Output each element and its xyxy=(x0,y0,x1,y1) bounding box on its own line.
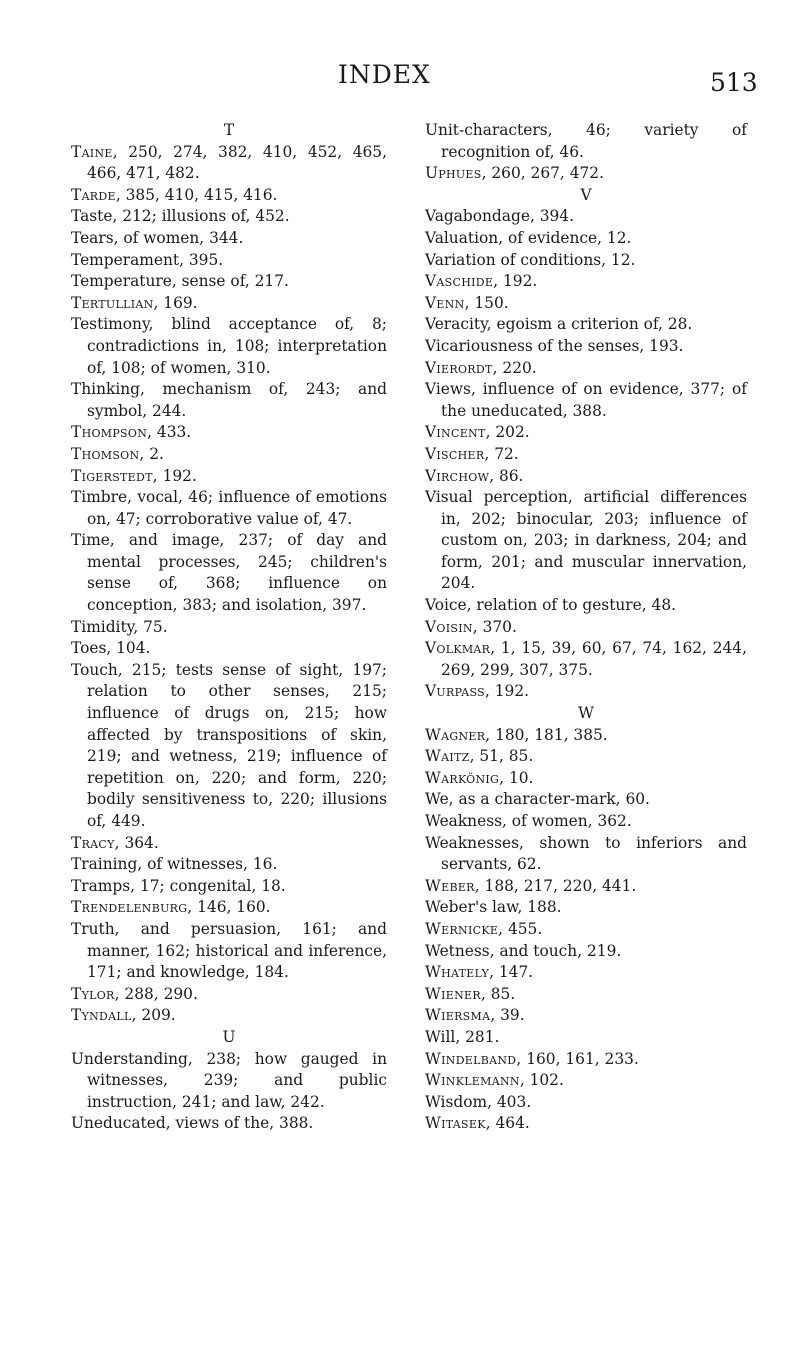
index-entry xyxy=(425,487,747,595)
index-entry xyxy=(425,984,747,1006)
entry-references: , 147. xyxy=(489,963,534,982)
index-entry xyxy=(71,854,387,876)
entry-heading: Timidity xyxy=(71,617,134,636)
index-column-right xyxy=(425,120,747,1135)
entry-references: , 281. xyxy=(455,1027,500,1046)
entry-references: , sense of, 217. xyxy=(171,272,289,291)
entry-heading: Valuation xyxy=(425,228,499,247)
entry-references: , and image, 237; of day and mental processes, 245; children's sense of, 368; influence on conception, 383; and isolation, 397. xyxy=(87,531,387,615)
entry-heading: Unit-characters xyxy=(425,121,548,139)
entry-references: , shown to inferiors and servants, 62. xyxy=(441,833,747,874)
section-letter: V xyxy=(580,185,592,204)
entry-references: , influence of on evidence, 377; of the uneducated, 388. xyxy=(441,380,747,420)
index-entry xyxy=(71,293,387,315)
entry-references: , 202. xyxy=(485,423,530,442)
entry-heading: Vurpass xyxy=(425,682,485,701)
entry-references: , 39. xyxy=(490,1006,525,1025)
entry-references: , 215; tests sense of sight, 197; relation to other senses, 215; influence of drugs on, 215; how affected by transpositions of skin, 219; and wetness, 219; influence of repetition on, 220; and form, 220; bodily sensitiveness to, 220; illusions of, 449. xyxy=(87,660,387,830)
entry-heading: Virchow xyxy=(425,466,490,485)
entry-heading: Windelband xyxy=(425,1049,517,1068)
entry-references: , 2. xyxy=(139,444,164,463)
entry-heading: Volkmar xyxy=(425,639,491,658)
entry-references: , 288, 290. xyxy=(114,984,198,1003)
index-entry xyxy=(71,660,387,833)
index-entry xyxy=(425,228,747,250)
entry-heading: Veracity xyxy=(425,315,487,334)
entry-references: , 180, 181, 385. xyxy=(485,725,608,744)
index-entry xyxy=(71,1005,387,1027)
entry-references: of conditions, 12. xyxy=(495,250,636,269)
index-entry xyxy=(425,681,747,703)
index-entry xyxy=(425,595,747,617)
index-entry xyxy=(425,1092,747,1114)
index-entry xyxy=(71,530,387,616)
entry-heading: Uphues xyxy=(425,164,482,183)
index-entry xyxy=(425,293,747,315)
entry-heading: Tyndall xyxy=(71,1006,132,1025)
entry-references: , 17; congenital, 18. xyxy=(130,876,286,895)
entry-heading: Vicariousness xyxy=(425,336,533,355)
entry-references: , 188, 217, 220, 441. xyxy=(474,876,637,895)
entry-references: , 160, 161, 233. xyxy=(516,1049,639,1068)
section-letter: W xyxy=(578,704,594,723)
entry-heading: Weber's law xyxy=(425,898,518,917)
entry-references: , 433. xyxy=(147,423,192,442)
entry-references: , 169. xyxy=(153,293,198,312)
entry-references: , 188. xyxy=(517,898,562,917)
index-entry xyxy=(425,466,747,488)
entry-references: , vocal, 46; influence of emotions on, 47; corroborative value of, 47. xyxy=(87,488,387,528)
entry-heading: Tramps xyxy=(71,876,131,895)
index-entry xyxy=(425,314,747,336)
index-entry xyxy=(425,617,747,639)
entry-references: , 104. xyxy=(106,639,151,658)
entry-references: , 403. xyxy=(487,1092,532,1111)
page-header xyxy=(0,56,801,96)
index-entry xyxy=(425,1049,747,1071)
entry-references: , of evidence, 12. xyxy=(498,228,632,247)
entry-heading: Vaschide xyxy=(425,272,494,291)
index-entry xyxy=(71,185,387,207)
index-entry xyxy=(71,271,387,293)
entry-heading: Tylor xyxy=(71,984,115,1003)
index-entry xyxy=(71,379,387,422)
entry-heading: Touch xyxy=(71,660,118,679)
entry-heading: Temperament xyxy=(71,250,180,269)
index-entry xyxy=(425,271,747,293)
section-letter: U xyxy=(222,1027,236,1046)
entry-references: , 86. xyxy=(489,466,524,485)
entry-references: , 464. xyxy=(485,1114,530,1133)
index-entry xyxy=(425,833,747,876)
index-entry xyxy=(71,1113,387,1135)
entry-references: , and persuasion, 161; and manner, 162; historical and inference, 171; and knowledge, 184. xyxy=(87,919,387,982)
index-entry xyxy=(71,422,387,444)
entry-heading: Time xyxy=(71,531,110,550)
index-entry xyxy=(425,768,747,790)
entry-references: , 220. xyxy=(492,358,537,377)
entry-heading: Weber xyxy=(425,876,475,895)
entry-heading: Wagner xyxy=(425,725,486,744)
entry-heading: Weaknesses xyxy=(425,833,519,852)
entry-references: , egoism a criterion of, 28. xyxy=(486,315,693,334)
index-entry xyxy=(425,379,747,422)
index-entry xyxy=(425,1070,747,1092)
index-entry xyxy=(71,466,387,488)
index-entry xyxy=(71,206,387,228)
entry-references: , 85. xyxy=(480,984,516,1003)
index-entry xyxy=(425,725,747,747)
entry-references: , 455. xyxy=(498,919,543,938)
index-entry xyxy=(71,833,387,855)
entry-references: , 212; illusions of, 452. xyxy=(112,207,290,226)
entry-heading: Training xyxy=(71,855,138,874)
entry-heading: Thompson xyxy=(71,423,148,442)
entry-heading: Venn xyxy=(425,293,465,312)
index-entry xyxy=(425,250,747,272)
entry-heading: Voisin xyxy=(425,617,473,636)
entry-heading: Tears xyxy=(71,228,114,247)
index-entry xyxy=(71,919,387,984)
index-entry xyxy=(71,876,387,898)
entry-heading: Vierordt xyxy=(425,358,493,377)
entry-heading: Waitz xyxy=(425,747,470,766)
section-letter: T xyxy=(223,121,235,139)
index-entry xyxy=(425,919,747,941)
entry-references: , 146, 160. xyxy=(187,898,271,917)
index-entry xyxy=(71,1049,387,1114)
entry-heading: Wiersma xyxy=(425,1006,491,1025)
entry-references: , 209. xyxy=(131,1006,176,1025)
index-entry xyxy=(425,962,747,984)
index-entry xyxy=(425,336,747,358)
index-entry xyxy=(71,638,387,660)
entry-references: , mechanism of, 243; and symbol, 244. xyxy=(87,380,387,420)
entry-heading: Trendelenburg xyxy=(71,898,188,917)
entry-heading: Taste xyxy=(71,207,113,226)
entry-references: , 192. xyxy=(484,682,530,701)
entry-heading: Views xyxy=(425,380,471,399)
entry-heading: Vagabondage xyxy=(425,207,530,226)
index-entry xyxy=(425,876,747,898)
entry-heading: Wernicke xyxy=(425,919,499,938)
page-title: INDEX xyxy=(338,60,431,89)
entry-heading: Vischer xyxy=(425,444,485,463)
entry-heading: Understanding xyxy=(71,1049,188,1068)
entry-heading: Timbre xyxy=(71,488,128,507)
entry-heading: Witasek xyxy=(425,1114,486,1133)
index-entry xyxy=(425,422,747,444)
entry-heading: Variation xyxy=(425,250,496,269)
entry-heading: Temperature xyxy=(71,272,172,291)
entry-references: of the senses, 193. xyxy=(532,336,684,355)
entry-heading: We xyxy=(425,790,449,809)
entry-heading: Tracy xyxy=(71,833,115,852)
index-entry xyxy=(425,358,747,380)
index-entry xyxy=(425,120,747,163)
entry-references: , 238; how gauged in witnesses, 239; and public instruction, 241; and law, 242. xyxy=(87,1049,387,1111)
entry-references: , 192. xyxy=(152,466,197,485)
page-number: 513 xyxy=(710,68,758,97)
entry-heading: Wisdom xyxy=(425,1092,488,1111)
index-entry xyxy=(71,314,387,379)
entry-references: , 51, 85. xyxy=(469,747,534,766)
entry-heading: Tertullian xyxy=(71,293,154,312)
entry-heading: Warkönig xyxy=(425,768,500,787)
entry-heading: Weakness xyxy=(425,812,502,830)
index-entry xyxy=(425,1113,747,1135)
entry-references: , 102. xyxy=(519,1071,564,1090)
entry-heading: Thomson xyxy=(71,444,140,463)
entry-references: , 370. xyxy=(472,617,517,636)
entry-heading: Visual perception xyxy=(425,488,568,507)
index-entry xyxy=(425,941,747,963)
entry-heading: Whately xyxy=(425,963,490,982)
index-entry xyxy=(71,617,387,639)
index-entry xyxy=(71,984,387,1006)
entry-references: , 395. xyxy=(179,250,224,269)
index-entry xyxy=(425,746,747,768)
entry-references: , views of the, 388. xyxy=(165,1114,314,1133)
index-entry xyxy=(425,897,747,919)
entry-references: , as a character-mark, 60. xyxy=(448,790,650,809)
entry-heading: Will xyxy=(425,1027,456,1046)
entry-references: , 394. xyxy=(529,207,574,226)
index-entry xyxy=(71,444,387,466)
entry-heading: Tarde xyxy=(71,185,116,204)
entry-references: , blind acceptance of, 8; contradictions in, 108; interpretation of, 108; of women, 310. xyxy=(87,315,387,377)
entry-references: , 1, 15, 39, 60, 67, 74, 162, 244, 269, 299, 307, 375. xyxy=(441,639,747,679)
entry-references: , of witnesses, 16. xyxy=(137,855,278,874)
entry-references: , 46; variety of recognition of, 46. xyxy=(441,121,747,161)
index-column-left xyxy=(71,120,387,1135)
entry-references: , 192. xyxy=(493,272,538,291)
entry-references: , relation of to gesture, 48. xyxy=(466,596,677,615)
entry-heading: Taine xyxy=(71,142,113,161)
entry-heading: Winklemann xyxy=(425,1071,520,1090)
entry-references: , artificial differences in, 202; binocular, 203; influence of custom on, 203; in darkness, 204; and form, 201; and muscular innervation, 204. xyxy=(441,488,748,593)
index-entry xyxy=(425,444,747,466)
entry-references: , and touch, 219. xyxy=(489,941,622,960)
entry-heading: Uneducated xyxy=(71,1114,166,1133)
entry-heading: Wiener xyxy=(425,984,481,1003)
entry-references: , 385, 410, 415, 416. xyxy=(115,185,278,204)
entry-references: , 75. xyxy=(133,617,168,636)
entry-heading: Voice xyxy=(425,596,467,615)
entry-references: , 72. xyxy=(484,444,519,463)
index-entry xyxy=(425,206,747,228)
entry-references: , of women, 362. xyxy=(502,812,632,830)
index-entry xyxy=(425,1005,747,1027)
entry-heading: Tigerstedt xyxy=(71,466,153,485)
entry-heading: Testimony xyxy=(71,315,149,334)
entry-heading: Toes xyxy=(71,639,107,658)
index-entry xyxy=(425,638,747,681)
entry-references: , 10. xyxy=(499,768,534,787)
entry-heading: Wetness xyxy=(425,941,490,960)
index-entry xyxy=(71,250,387,272)
entry-heading: Thinking xyxy=(71,380,141,399)
index-entry xyxy=(425,163,747,185)
index-entry xyxy=(425,1027,747,1049)
entry-heading: Truth xyxy=(71,919,115,938)
entry-references: , 260, 267, 472. xyxy=(481,164,604,183)
index-entry xyxy=(425,789,747,811)
index-entry xyxy=(71,487,387,530)
index-entry xyxy=(425,811,747,833)
index-entry xyxy=(71,228,387,250)
entry-references: , of women, 344. xyxy=(113,228,244,247)
entry-heading: Vincent xyxy=(425,423,486,442)
index-entry xyxy=(71,142,387,185)
entry-references: , 250, 274, 382, 410, 452, 465, 466, 471, 482. xyxy=(87,142,387,183)
entry-references: , 150. xyxy=(464,293,509,312)
index-entry xyxy=(71,897,387,919)
entry-references: , 364. xyxy=(114,833,159,852)
